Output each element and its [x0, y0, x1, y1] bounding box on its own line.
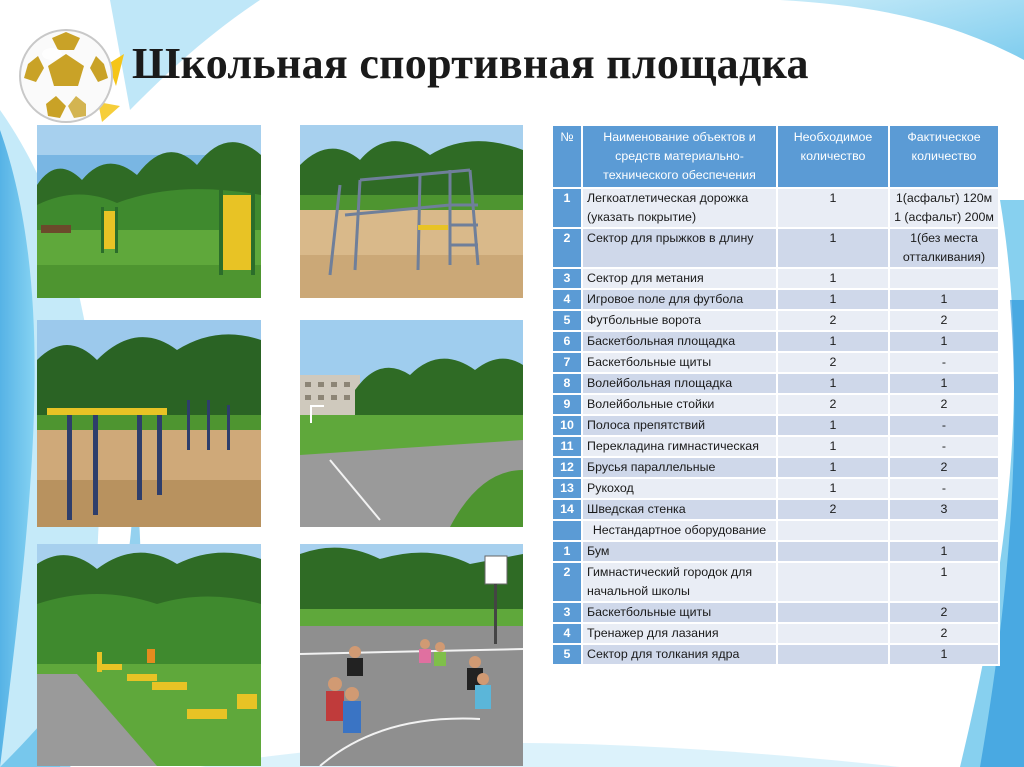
row-actual: 1 [889, 289, 999, 310]
photo-basketball-court [300, 544, 523, 766]
row-name: Рукоход [582, 478, 777, 499]
row-actual: 1 [889, 331, 999, 352]
row-name: Сектор для прыжков в длину [582, 228, 777, 268]
row-actual: 2 [889, 394, 999, 415]
photo-outdoor-gym [37, 125, 261, 298]
row-name: Сектор для метания [582, 268, 777, 289]
row-required: 1 [777, 331, 889, 352]
row-actual: 2 [889, 623, 999, 644]
row-required: 1 [777, 289, 889, 310]
row-name: Волейбольные стойки [582, 394, 777, 415]
header-num: № [552, 125, 582, 188]
page-title: Школьная спортивная площадка [132, 39, 809, 88]
table-row [552, 478, 999, 499]
table-row [552, 188, 999, 228]
row-name: Тренажер для лазания [582, 623, 777, 644]
row-actual: 1(без места отталкивания) [889, 228, 999, 268]
row-actual: 3 [889, 499, 999, 520]
table-row [552, 499, 999, 520]
table-row [552, 373, 999, 394]
row-actual: 2 [889, 310, 999, 331]
row-actual: 1(асфальт) 120м 1 (асфальт) 200м [889, 188, 999, 228]
row-name: Баскетбольная площадка [582, 331, 777, 352]
table-row [552, 352, 999, 373]
row-num: 6 [552, 331, 582, 352]
row-required: 1 [777, 436, 889, 457]
basketball-court-photo [300, 544, 523, 766]
header-actual: Фактическое количество [889, 125, 999, 188]
outdoor-gym-field-photo [37, 125, 261, 298]
parallel-bars-photo [37, 320, 261, 527]
row-actual: 2 [889, 602, 999, 623]
row-required: 2 [777, 394, 889, 415]
table-row [552, 541, 999, 562]
row-actual [889, 268, 999, 289]
photo-climbing-frame [300, 125, 523, 298]
row-required [777, 602, 889, 623]
row-num: 5 [552, 644, 582, 665]
row-name: Сектор для толкания ядра [582, 644, 777, 665]
row-name: Шведская стенка [582, 499, 777, 520]
header-required: Необходимое количество [777, 125, 889, 188]
row-actual: - [889, 352, 999, 373]
photo-parallel-bars [37, 320, 261, 527]
row-num: 1 [552, 188, 582, 228]
row-required: 1 [777, 228, 889, 268]
row-num: 12 [552, 457, 582, 478]
equipment-table [551, 124, 1000, 666]
table-subheader-row [552, 520, 999, 541]
subheader-num [552, 520, 582, 541]
row-num: 7 [552, 352, 582, 373]
row-actual: 1 [889, 541, 999, 562]
row-num: 14 [552, 499, 582, 520]
row-num: 8 [552, 373, 582, 394]
row-required: 1 [777, 268, 889, 289]
row-name: Легкоатлетическая дорожка (указать покрытие) [582, 188, 777, 228]
row-actual: 1 [889, 373, 999, 394]
row-name: Бум [582, 541, 777, 562]
row-actual: 1 [889, 562, 999, 602]
row-num: 9 [552, 394, 582, 415]
climbing-frame-photo [300, 125, 523, 298]
row-num: 2 [552, 562, 582, 602]
table-row [552, 436, 999, 457]
row-name: Полоса препятствий [582, 415, 777, 436]
row-required: 2 [777, 310, 889, 331]
row-required [777, 562, 889, 602]
row-num: 10 [552, 415, 582, 436]
subheader-required [777, 520, 889, 541]
row-required: 2 [777, 352, 889, 373]
row-num: 13 [552, 478, 582, 499]
table-row [552, 331, 999, 352]
row-num: 4 [552, 289, 582, 310]
table-row [552, 644, 999, 665]
row-num: 11 [552, 436, 582, 457]
subheader-actual [889, 520, 999, 541]
table-row [552, 268, 999, 289]
row-actual: - [889, 436, 999, 457]
row-num: 3 [552, 268, 582, 289]
row-name: Перекладина гимнастическая [582, 436, 777, 457]
row-required: 1 [777, 188, 889, 228]
row-required: 1 [777, 415, 889, 436]
table-row [552, 457, 999, 478]
table-row [552, 310, 999, 331]
row-name: Гимнастический городок для начальной школы [582, 562, 777, 602]
table-row [552, 623, 999, 644]
row-name: Волейбольная площадка [582, 373, 777, 394]
row-required [777, 644, 889, 665]
row-required: 1 [777, 373, 889, 394]
benches-alley-photo [37, 544, 261, 766]
table-row [552, 228, 999, 268]
row-required: 1 [777, 457, 889, 478]
row-name: Баскетбольные щиты [582, 602, 777, 623]
row-num: 4 [552, 623, 582, 644]
soccer-ball-icon [16, 24, 124, 128]
row-required: 2 [777, 499, 889, 520]
photo-school-field [300, 320, 523, 527]
subheader-label: Нестандартное оборудование [582, 520, 777, 541]
row-actual: - [889, 415, 999, 436]
table-row [552, 394, 999, 415]
row-num: 3 [552, 602, 582, 623]
table-header-row [552, 125, 999, 188]
table-row [552, 562, 999, 602]
row-actual: 2 [889, 457, 999, 478]
row-name: Игровое поле для футбола [582, 289, 777, 310]
row-required [777, 623, 889, 644]
row-name: Баскетбольные щиты [582, 352, 777, 373]
row-required: 1 [777, 478, 889, 499]
table-row [552, 289, 999, 310]
row-name: Футбольные ворота [582, 310, 777, 331]
table-row [552, 415, 999, 436]
row-actual: - [889, 478, 999, 499]
photo-benches-alley [37, 544, 261, 766]
row-num: 2 [552, 228, 582, 268]
row-num: 1 [552, 541, 582, 562]
row-actual: 1 [889, 644, 999, 665]
table-row [552, 602, 999, 623]
school-field-photo [300, 320, 523, 527]
row-num: 5 [552, 310, 582, 331]
row-required [777, 541, 889, 562]
row-name: Брусья параллельные [582, 457, 777, 478]
header-name: Наименование объектов и средств материально-технического обеспечения [582, 125, 777, 188]
